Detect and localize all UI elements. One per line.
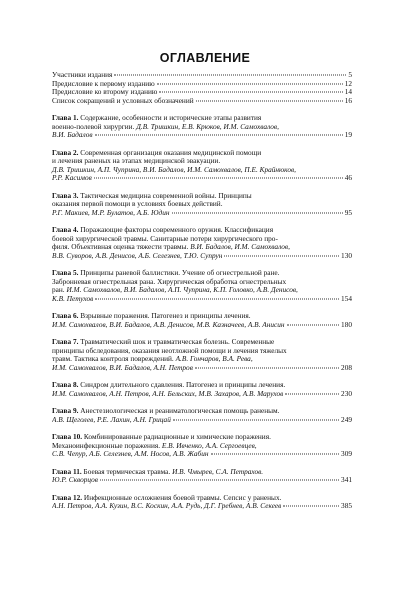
toc-chapter-line-text (52, 252, 222, 261)
leader-dots (285, 393, 339, 394)
chapter-title-text: Содержание, особенности и исторические этапы развития (78, 113, 262, 122)
chapter-title-text: военно-полевой хирургии. (52, 121, 137, 131)
chapter-number: Глава 7. (52, 337, 79, 346)
toc-item-title: Список сокращений и условных обозначений (52, 95, 194, 105)
toc-chapter-line (52, 390, 352, 399)
toc-chapter-entry[interactable] (52, 114, 352, 140)
chapter-title-text: Травматический шок и травматическая болезнь. Современные (78, 337, 275, 346)
page-title: ОГЛАВЛЕНИЕ (159, 51, 251, 65)
chapter-title-text: Синдром длительного сдавления. Патогенез и принципы лечения. (78, 380, 286, 389)
chapter-title-text: Комбинированные радиационные и химические поражения. (82, 432, 271, 441)
chapter-title-text: Инфекционные осложнения боевой травмы. Сепсис у раненых. (82, 492, 282, 502)
chapter-number: Глава 11. (52, 466, 82, 476)
chapter-authors: Ю.Р. Скворцов (52, 476, 98, 484)
leader-dots (224, 255, 339, 256)
chapter-number: Глава 6. (52, 311, 79, 320)
toc-chapter-line (52, 494, 352, 503)
chapter-number: Глава 3. (52, 190, 79, 200)
toc-front-item[interactable] (52, 97, 352, 106)
chapter-authors: Р.Г. Макиев, М.Р. Булатов, А.Б. Юдин (52, 208, 170, 217)
chapter-title-text: Взрывные поражения. Патогенез и принципы лечения. (78, 311, 251, 320)
toc-chapter-line (52, 407, 352, 416)
toc-chapter-line-text (52, 209, 170, 218)
toc-chapter-line (52, 252, 352, 261)
toc-chapter-line (52, 286, 352, 295)
toc-chapter-line (52, 364, 352, 373)
leader-dots (157, 83, 343, 84)
toc-chapter-entry[interactable] (52, 149, 352, 183)
chapter-authors: С.В. Чепур, А.Б. Селезнев, А.М. Носов, А.В. Жабин (52, 450, 209, 458)
toc-chapter-entry[interactable] (52, 312, 352, 329)
toc-chapter-entry[interactable] (52, 192, 352, 218)
leader-dots (173, 419, 339, 420)
toc-chapter-line (52, 312, 352, 321)
chapter-title-text: и лечения раненых на этапах медицинской эвакуации. (52, 156, 221, 165)
leader-dots (95, 298, 339, 299)
chapter-title-text: принципы обследования, оказания неотложной помощи и лечения тяжелых (52, 345, 287, 355)
chapter-page-number: 341 (341, 475, 352, 484)
toc-chapter-line (52, 416, 352, 425)
leader-dots (172, 212, 343, 213)
chapter-authors: В.И. Бадалов, И.М. Самохвалов, (190, 242, 290, 251)
toc-chapter-line-text (52, 476, 98, 485)
toc-chapter-line-text (52, 416, 171, 425)
toc-chapter-entry[interactable] (52, 407, 352, 424)
chapter-authors: К.В. Петухов (52, 294, 94, 303)
toc-chapter-line (52, 174, 352, 183)
chapter-authors: Р.Р. Касимов (52, 174, 92, 182)
chapter-title-text: Анестезиологическая и реаниматологическая помощь раненым. (78, 406, 280, 415)
table-of-contents (52, 71, 352, 511)
chapter-list (52, 114, 352, 511)
toc-chapter-entry[interactable] (52, 433, 352, 459)
leader-dots (114, 75, 346, 76)
toc-chapter-line (52, 442, 352, 451)
toc-item-title: Предисловие к первому изданию (52, 78, 155, 88)
toc-chapter-line-text (52, 174, 92, 183)
chapter-page-number: 46 (344, 173, 352, 182)
chapter-authors: Д.В. Тришкин, А.П. Чуприна, В.И. Бадалов, И.М. Самохвалов, П.Е. Крайнюков, (52, 164, 296, 174)
toc-chapter-entry[interactable] (52, 226, 352, 260)
leader-dots (195, 367, 339, 368)
chapter-title-text: Принципы раневой баллистики. Учение об огнестрельной ране. (78, 268, 280, 277)
toc-chapter-line-text (52, 390, 283, 399)
chapter-authors: А.В. Щеголев, Р.Е. Лахин, А.Н. Грицай (52, 415, 171, 424)
toc-item-page: 5 (348, 70, 352, 79)
toc-chapter-line (52, 468, 352, 477)
toc-chapter-line (52, 295, 352, 304)
toc-chapter-line (52, 355, 352, 364)
leader-dots (283, 506, 339, 507)
chapter-page-number: 154 (341, 293, 352, 303)
chapter-authors: И.М. Самохвалов, В.И. Бадалов, А.Н. Петров (52, 363, 193, 372)
front-matter-list (52, 71, 352, 105)
chapter-authors: Д.В. Тришкин, Е.В. Крюков, И.М. Самохвалов, (136, 121, 279, 131)
leader-dots (287, 324, 340, 325)
chapter-page-number: 249 (341, 414, 352, 424)
chapter-authors: И.В. Чмырев, С.А. Петрахов. (172, 466, 264, 476)
toc-item-page: 14 (344, 87, 352, 96)
toc-chapter-line (52, 166, 352, 175)
chapter-page-number: 309 (341, 449, 352, 458)
chapter-title-text: Тактическая медицина современной войны. Принципы (78, 190, 252, 200)
chapter-title-text: оказания первой помощи в условиях боевых действий. (52, 199, 223, 208)
toc-chapter-entry[interactable] (52, 468, 352, 485)
chapter-number: Глава 2. (52, 147, 79, 157)
leader-dots (211, 454, 340, 455)
toc-chapter-line-text (52, 450, 209, 459)
toc-chapter-line (52, 381, 352, 390)
chapter-authors: А.Н. Петров, А.А. Кузин, В.С. Коскин, А.А. Рудь, Д.Г. Гребнев, А.В. Секеев (52, 502, 282, 510)
leader-dots (100, 480, 339, 481)
chapter-authors: И.М. Самохвалов, А.Н. Петров, А.Н. Бельских, М.В. Захаров, А.В. Марухов (52, 389, 284, 398)
toc-chapter-line (52, 200, 352, 209)
chapter-number: Глава 12. (52, 492, 83, 502)
chapter-title-text: Боевая термическая травма. (81, 466, 173, 476)
chapter-page-number: 230 (341, 388, 352, 398)
toc-chapter-line (52, 502, 352, 511)
chapter-number: Глава 8. (52, 380, 79, 389)
chapter-authors: А.В. Гончаров, В.А. Рева, (175, 354, 253, 363)
chapter-authors: Е.В. Ивченко, А.А. Сергоевцев, (161, 440, 257, 450)
toc-chapter-line-text (52, 131, 93, 140)
chapter-page-number: 95 (344, 207, 352, 217)
chapter-page-number: 130 (341, 250, 352, 260)
toc-chapter-line-text (52, 321, 285, 330)
toc-chapter-line (52, 321, 352, 330)
chapter-page-number: 385 (341, 501, 352, 510)
toc-chapter-line (52, 131, 352, 140)
chapter-title-text: боевой хирургической травмы. Санитарные потери хирургического про- (52, 233, 278, 243)
leader-dots (94, 178, 343, 179)
chapter-number: Глава 9. (52, 406, 79, 415)
toc-item-title: Предисловие ко второму изданию (52, 87, 158, 96)
chapter-number: Глава 5. (52, 268, 79, 277)
toc-chapter-line-text (52, 295, 93, 304)
toc-chapter-entry[interactable] (52, 269, 352, 303)
toc-chapter-entry[interactable] (52, 338, 352, 372)
chapter-authors: И.М. Самохвалов, В.И. Бадалов, А.П. Чуприна, К.П. Головко, А.В. Денисов, (66, 285, 298, 294)
toc-chapter-line-text (52, 502, 281, 511)
chapter-title-text: травм. Тактика контроля повреждений. (52, 354, 176, 363)
toc-chapter-line (52, 243, 352, 252)
toc-chapter-line (52, 123, 352, 132)
chapter-title-text: Механоинфекционные поражения. (52, 440, 162, 450)
toc-chapter-line (52, 450, 352, 459)
chapter-number: Глава 10. (52, 432, 83, 441)
toc-chapter-entry[interactable] (52, 381, 352, 398)
leader-dots (159, 92, 342, 93)
chapter-title-text: Современная организация оказания медицинской помощи (78, 147, 262, 157)
toc-item-page: 12 (344, 78, 352, 88)
chapter-title-text: филя. Объективная оценка тяжести травмы. (52, 242, 191, 251)
toc-chapter-line-text (52, 364, 193, 373)
toc-chapter-line (52, 209, 352, 218)
chapter-authors: В.В. Суворов, А.В. Денисов, А.Б. Селезнев, Т.Ю. Супрун (52, 251, 223, 260)
toc-chapter-entry[interactable] (52, 494, 352, 511)
chapter-title-text: ран. (52, 285, 67, 294)
leader-dots (95, 135, 343, 136)
chapter-title-text: Забронневая огнестрельная рана. Хирургическая обработка огнестрельных (52, 276, 287, 286)
chapter-number: Глава 1. (52, 113, 79, 122)
chapter-page-number: 180 (341, 319, 352, 329)
chapter-number: Глава 4. (52, 225, 79, 234)
chapter-page-number: 208 (341, 362, 352, 372)
chapter-title-text: Поражающие факторы современного оружия. Классификация (78, 225, 274, 234)
toc-item-page: 16 (344, 95, 352, 105)
chapter-authors: И.М. Самохвалов, В.И. Бадалов, А.В. Денисов, М.В. Казначеев, А.В. Анисин (52, 320, 285, 329)
leader-dots (196, 100, 343, 101)
toc-chapter-line (52, 476, 352, 485)
toc-item-title: Участники издания (52, 70, 113, 79)
chapter-authors: В.И. Бадалов (52, 131, 93, 139)
chapter-page-number: 19 (344, 130, 352, 139)
